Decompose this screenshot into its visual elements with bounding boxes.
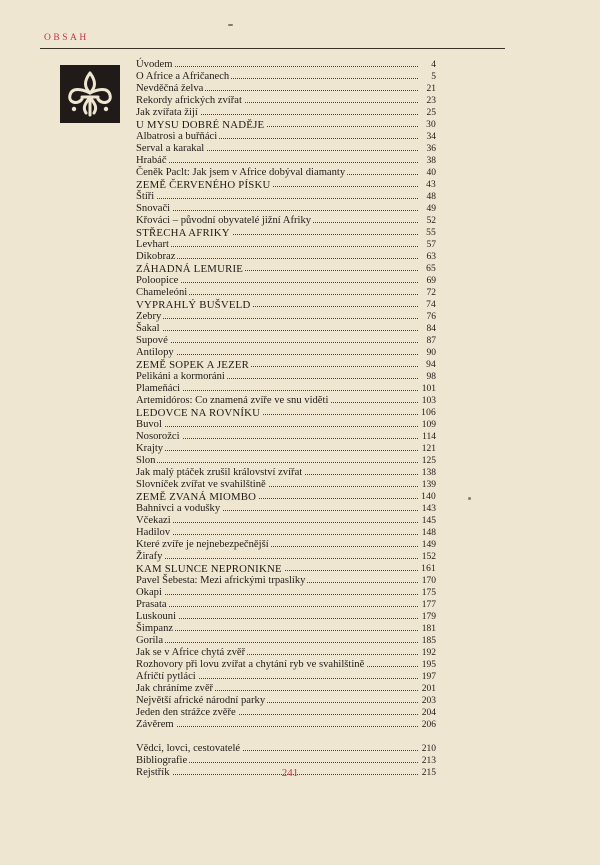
toc-entry-title: Dikobraz xyxy=(136,251,176,262)
toc-entry-title: KAM SLUNCE NEPRONIKNE xyxy=(136,563,282,575)
dot-leader xyxy=(140,726,418,727)
toc-entry-page: 74 xyxy=(426,300,436,310)
dot-leader xyxy=(140,462,418,463)
toc-entry-title: Nevděčná želva xyxy=(136,83,204,94)
toc-entry-page: 103 xyxy=(421,396,436,406)
toc-entry xyxy=(136,635,436,647)
toc-entry xyxy=(136,227,436,239)
toc-entry-title: Artemidóros: Co znamená zvíře ve snu vidĕti xyxy=(136,395,329,406)
toc-entry xyxy=(136,299,436,311)
toc-entry-title: Jak chráníme zvěř xyxy=(136,683,214,694)
toc-entry-title: Poloopice xyxy=(136,275,179,286)
toc-entry-title: ZEMĚ SOPEK A JEZER xyxy=(136,359,250,371)
toc-entry xyxy=(136,455,436,467)
toc-entry xyxy=(136,323,436,335)
toc-entry xyxy=(136,251,436,263)
toc-entry-title: ZEMĚ ČERVENÉHO PÍSKU xyxy=(136,179,271,191)
toc-entry-title: ZEMĚ ZVANÁ MIOMBO xyxy=(136,491,257,503)
toc-entry xyxy=(136,335,436,347)
toc-entry xyxy=(136,119,436,131)
toc-entry-page: 90 xyxy=(426,348,436,358)
dot-leader xyxy=(140,426,418,427)
dot-leader xyxy=(140,66,418,67)
toc-entry-title: Luskouni xyxy=(136,611,177,622)
toc-entry-title: Antilopy xyxy=(136,347,174,358)
toc-entry-page: 177 xyxy=(421,600,436,610)
paper-speck xyxy=(228,24,233,26)
toc-entry-title: Slovníček zvířat ve svahilštině xyxy=(136,479,266,490)
toc-entry-title: Vědci, lovci, cestovatelé xyxy=(136,743,241,754)
toc-entry-page: 4 xyxy=(431,60,436,70)
toc-entry-page: 65 xyxy=(426,264,436,274)
toc-entry-page: 87 xyxy=(426,336,436,346)
toc-entry-page: 145 xyxy=(421,516,436,526)
toc-entry xyxy=(136,647,436,659)
toc-entry-title: Které zvíře je nejnebezpečnější xyxy=(136,539,269,550)
toc-entry-title: Levhart xyxy=(136,239,169,250)
toc-entry-title: Buvol xyxy=(136,419,162,430)
dot-leader xyxy=(140,642,418,643)
toc-entry-page: 215 xyxy=(421,768,436,778)
dot-leader xyxy=(140,162,418,163)
toc-entry-page: 55 xyxy=(426,228,436,238)
toc-entry xyxy=(136,707,436,719)
toc-entry-title: Snovači xyxy=(136,203,171,214)
toc-entry xyxy=(136,683,436,695)
toc-entry-title: Jak malý ptáček zrušil království zvířat xyxy=(136,467,303,478)
toc-entry xyxy=(136,143,436,155)
toc-entry-title: Úvodem xyxy=(136,59,173,70)
toc-entry xyxy=(136,347,436,359)
toc-entry xyxy=(136,311,436,323)
toc-entry xyxy=(136,491,436,503)
toc-entry-page: 5 xyxy=(431,72,436,82)
dot-leader xyxy=(140,210,418,211)
toc-entry-page: 94 xyxy=(426,360,436,370)
toc-entry-title: Afričtí pytláci xyxy=(136,671,196,682)
toc-entry-title: Včekazi xyxy=(136,515,171,526)
dot-leader xyxy=(140,438,418,439)
toc-entry xyxy=(136,443,436,455)
page-title: OBSAH xyxy=(44,33,89,43)
toc-entry-title: STŘECHA AFRIKY xyxy=(136,227,230,239)
toc-entry-page: 63 xyxy=(426,252,436,262)
toc-entry-page: 206 xyxy=(421,720,436,730)
toc-entry-page: 125 xyxy=(421,456,436,466)
toc-entry-title: Okapi xyxy=(136,587,162,598)
toc-entry xyxy=(136,191,436,203)
toc-entry-title: Albatrosi a buřňáci xyxy=(136,131,218,142)
toc-entry-title: LEDOVCE NA ROVNÍKU xyxy=(136,407,261,419)
dot-leader xyxy=(140,534,418,535)
page-header xyxy=(40,33,505,49)
fleur-de-lis-icon xyxy=(60,65,120,123)
toc-entry-page: 204 xyxy=(421,708,436,718)
toc-entry-title: Jak se v Africe chytá zvěř xyxy=(136,647,246,658)
toc-entry-page: 48 xyxy=(426,192,436,202)
toc-entry xyxy=(136,215,436,227)
toc-entry-title: Jeden den strážce zvěře xyxy=(136,707,236,718)
toc-entry-page: 34 xyxy=(426,132,436,142)
dot-leader xyxy=(140,594,418,595)
toc-entry-page: 139 xyxy=(421,480,436,490)
toc-entry xyxy=(136,239,436,251)
toc-entry xyxy=(136,611,436,623)
page-number-footer xyxy=(0,767,600,779)
toc-entry xyxy=(136,275,436,287)
toc-entry xyxy=(136,167,436,179)
toc-entry-title: Prasata xyxy=(136,599,167,610)
toc-entry-title: Rozhovory při lovu zvířat a chytání ryb ve svahilštině xyxy=(136,659,365,670)
dot-leader xyxy=(140,198,418,199)
toc-entry-title: Jak zvířata žijí xyxy=(136,107,198,118)
toc-entry xyxy=(136,287,436,299)
toc-entry-title: Gorila xyxy=(136,635,164,646)
toc-entry-page: 114 xyxy=(422,432,436,442)
dot-leader xyxy=(140,558,418,559)
fleur-de-lis-ornament-icon xyxy=(60,65,120,123)
dot-leader xyxy=(140,258,418,259)
toc-entry-title: Slon xyxy=(136,455,156,466)
dot-leader xyxy=(140,318,418,319)
toc-entry-page: 106 xyxy=(421,408,436,418)
toc-entry xyxy=(136,395,436,407)
toc-entry-page: 43 xyxy=(426,180,436,190)
toc-entry xyxy=(136,359,436,371)
toc-entry-title: Serval a karakal xyxy=(136,143,205,154)
toc-entry-title: Krajty xyxy=(136,443,164,454)
toc-entry-page: 175 xyxy=(421,588,436,598)
toc-entry xyxy=(136,431,436,443)
toc-entry-page: 152 xyxy=(421,552,436,562)
toc-entry-page: 179 xyxy=(421,612,436,622)
toc-entry-page: 30 xyxy=(426,120,436,130)
toc-entry-title: Šimpanz xyxy=(136,623,174,634)
toc-entry-title: Hadilov xyxy=(136,527,171,538)
toc-entry-page: 210 xyxy=(421,744,436,754)
toc-entry-title: Štíři xyxy=(136,191,155,202)
toc-entry xyxy=(136,95,436,107)
dot-leader xyxy=(140,618,418,619)
table-of-contents xyxy=(136,59,436,779)
toc-entry-title: O Africe a Afričanech xyxy=(136,71,230,82)
toc-entry-page: 201 xyxy=(421,684,436,694)
toc-entry-page: 38 xyxy=(426,156,436,166)
toc-entry-page: 76 xyxy=(426,312,436,322)
toc-entry-title: Zebry xyxy=(136,311,162,322)
toc-entry-page: 149 xyxy=(421,540,436,550)
toc-entry xyxy=(136,743,436,755)
toc-entry-page: 170 xyxy=(421,576,436,586)
toc-entry xyxy=(136,83,436,95)
toc-entry-title: Rejstřík xyxy=(136,767,170,778)
toc-entry-title: Největší africké národní parky xyxy=(136,695,266,706)
toc-entry xyxy=(136,659,436,671)
toc-entry-title: Hrabáč xyxy=(136,155,167,166)
toc-entry-title: Pavel Šebesta: Mezi africkými trpaslíky xyxy=(136,575,306,586)
toc-entry xyxy=(136,179,436,191)
toc-entry-title: Žirafy xyxy=(136,551,163,562)
toc-entry-page: 109 xyxy=(421,420,436,430)
toc-entry-page: 213 xyxy=(421,756,436,766)
toc-entry-title: VYPRAHLÝ BUŠVELD xyxy=(136,299,251,311)
dot-leader xyxy=(140,342,418,343)
toc-entry xyxy=(136,623,436,635)
toc-entry-title: Bahnivci a vodušky xyxy=(136,503,221,514)
toc-entry xyxy=(136,263,436,275)
toc-entry xyxy=(136,719,436,731)
toc-entry-title: Šakal xyxy=(136,323,160,334)
toc-entry xyxy=(136,551,436,563)
toc-entry-title: Plameňáci xyxy=(136,383,181,394)
toc-entry-page: 25 xyxy=(426,108,436,118)
toc-entry-page: 23 xyxy=(426,96,436,106)
toc-entry xyxy=(136,575,436,587)
toc-entry-page: 197 xyxy=(421,672,436,682)
toc-entry xyxy=(136,755,436,767)
page-number: 241 xyxy=(281,767,299,779)
dot-leader xyxy=(140,282,418,283)
toc-entry xyxy=(136,419,436,431)
toc-entry-page: 192 xyxy=(421,648,436,658)
toc-entry-page: 49 xyxy=(426,204,436,214)
toc-entry xyxy=(136,563,436,575)
toc-entry-page: 148 xyxy=(421,528,436,538)
toc-entry xyxy=(136,467,436,479)
toc-entry-page: 121 xyxy=(421,444,436,454)
toc-entry-title: Rekordy afrických zvířat xyxy=(136,95,242,106)
dot-leader xyxy=(140,606,418,607)
toc-entry-page: 143 xyxy=(421,504,436,514)
toc-entry xyxy=(136,407,436,419)
toc-entry-page: 161 xyxy=(421,564,436,574)
toc-entry-page: 195 xyxy=(421,660,436,670)
toc-entry-page: 21 xyxy=(426,84,436,94)
toc-entry xyxy=(136,599,436,611)
toc-entry-page: 185 xyxy=(421,636,436,646)
toc-entry xyxy=(136,71,436,83)
toc-entry-page: 40 xyxy=(426,168,436,178)
toc-entry xyxy=(136,539,436,551)
toc-entry-page: 52 xyxy=(426,216,436,226)
toc-entry-title: Supové xyxy=(136,335,168,346)
toc-entry-page: 69 xyxy=(426,276,436,286)
dot-leader xyxy=(140,330,418,331)
toc-entry-page: 36 xyxy=(426,144,436,154)
toc-entry xyxy=(136,587,436,599)
toc-entry xyxy=(136,515,436,527)
toc-entry xyxy=(136,695,436,707)
toc-entry-title: Bibliografie xyxy=(136,755,188,766)
toc-entry-page: 101 xyxy=(421,384,436,394)
toc-entry-page: 203 xyxy=(421,696,436,706)
toc-entry-page: 57 xyxy=(426,240,436,250)
toc-entry-page: 140 xyxy=(421,492,436,502)
toc-entry xyxy=(136,131,436,143)
toc-entry-page: 138 xyxy=(421,468,436,478)
toc-entry-title: Čeněk Paclt: Jak jsem v Africe dobýval diamanty xyxy=(136,167,346,178)
toc-entry xyxy=(136,383,436,395)
dot-leader xyxy=(140,354,418,355)
toc-entry-title: Pelikáni a kormoráni xyxy=(136,371,225,382)
toc-entry-title: Závěrem xyxy=(136,719,174,730)
toc-entry xyxy=(136,479,436,491)
toc-entry-title: ZÁHADNÁ LEMURIE xyxy=(136,263,244,275)
toc-entry xyxy=(136,671,436,683)
toc-entry xyxy=(136,503,436,515)
toc-entry xyxy=(136,527,436,539)
toc-entry-title: Chameleóni xyxy=(136,287,188,298)
dot-leader xyxy=(140,450,418,451)
toc-entry-page: 98 xyxy=(426,372,436,382)
toc-entry-title: U MYSU DOBRÉ NADĚJE xyxy=(136,119,265,131)
toc-entry-title: Nosorožci xyxy=(136,431,180,442)
toc-entry xyxy=(136,203,436,215)
toc-entry xyxy=(136,371,436,383)
toc-entry xyxy=(136,155,436,167)
toc-entry xyxy=(136,59,436,71)
dot-leader xyxy=(140,630,418,631)
dot-leader xyxy=(140,522,418,523)
toc-entry xyxy=(136,107,436,119)
toc-entry-page: 181 xyxy=(421,624,436,634)
dot-leader xyxy=(140,246,418,247)
paper-speck xyxy=(468,497,471,500)
toc-entry-title: Křováci – původní obyvatelé jižní Afriky xyxy=(136,215,312,226)
toc-entry-page: 72 xyxy=(426,288,436,298)
toc-entry-page: 84 xyxy=(426,324,436,334)
